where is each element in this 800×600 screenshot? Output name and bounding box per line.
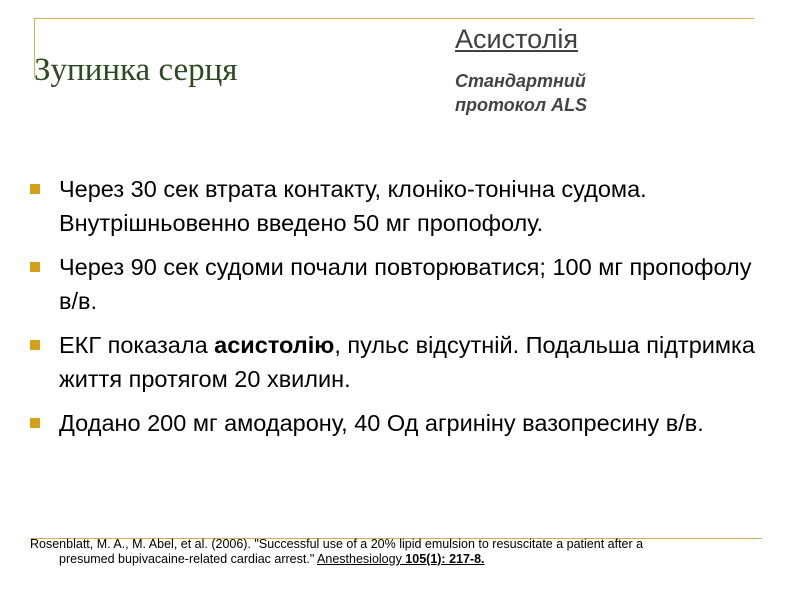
bullet-text: Через 90 сек судоми почали повторюватися; 100 мг пропофолу в/в. bbox=[59, 254, 752, 314]
slide-subtitle: Асистолія bbox=[455, 24, 578, 54]
journal-link[interactable]: Anesthesiology bbox=[317, 552, 402, 566]
bullet-item bbox=[30, 172, 775, 240]
top-rule bbox=[34, 18, 754, 19]
reference-line-2 bbox=[30, 552, 770, 567]
square-bullet-icon bbox=[30, 418, 40, 428]
protocol-label bbox=[455, 69, 655, 117]
square-bullet-icon bbox=[30, 184, 40, 194]
bullet-text: Через 30 сек втрата контакту, клоніко-тонічна судома. Внутрішньовенно введено 50 мг пропофолу. bbox=[59, 176, 647, 236]
square-bullet-icon bbox=[30, 262, 40, 272]
protocol-line-1: Стандартний bbox=[455, 71, 586, 91]
bullet-bold-text: асистолію bbox=[214, 332, 335, 358]
reference-text: presumed bupivacaine-related cardiac arrest." bbox=[59, 552, 318, 566]
volume-link[interactable]: 105(1): 217-8. bbox=[401, 552, 485, 566]
bullet-item bbox=[30, 406, 775, 440]
bullet-text: Додано 200 мг амодарону, 40 Од агриніну вазопресину в/в. bbox=[59, 410, 704, 436]
bullet-text: ЕКГ показала bbox=[59, 332, 215, 358]
slide-title: Зупинка серця bbox=[34, 52, 238, 88]
protocol-line-2: протокол ALS bbox=[455, 95, 588, 115]
reference-citation bbox=[30, 537, 770, 567]
bullet-list bbox=[30, 172, 775, 450]
reference-line-1: Rosenblatt, M. A., M. Abel, et al. (2006). "Successful use of a 20% lipid emulsion to resuscitate a patient after a bbox=[30, 537, 644, 551]
bullet-item bbox=[30, 250, 775, 318]
bullet-item bbox=[30, 328, 775, 396]
square-bullet-icon bbox=[30, 340, 40, 350]
bullet-text-after: , пульс відсутній. Подальша підтримка життя протягом 20 хвилин. bbox=[59, 332, 755, 392]
